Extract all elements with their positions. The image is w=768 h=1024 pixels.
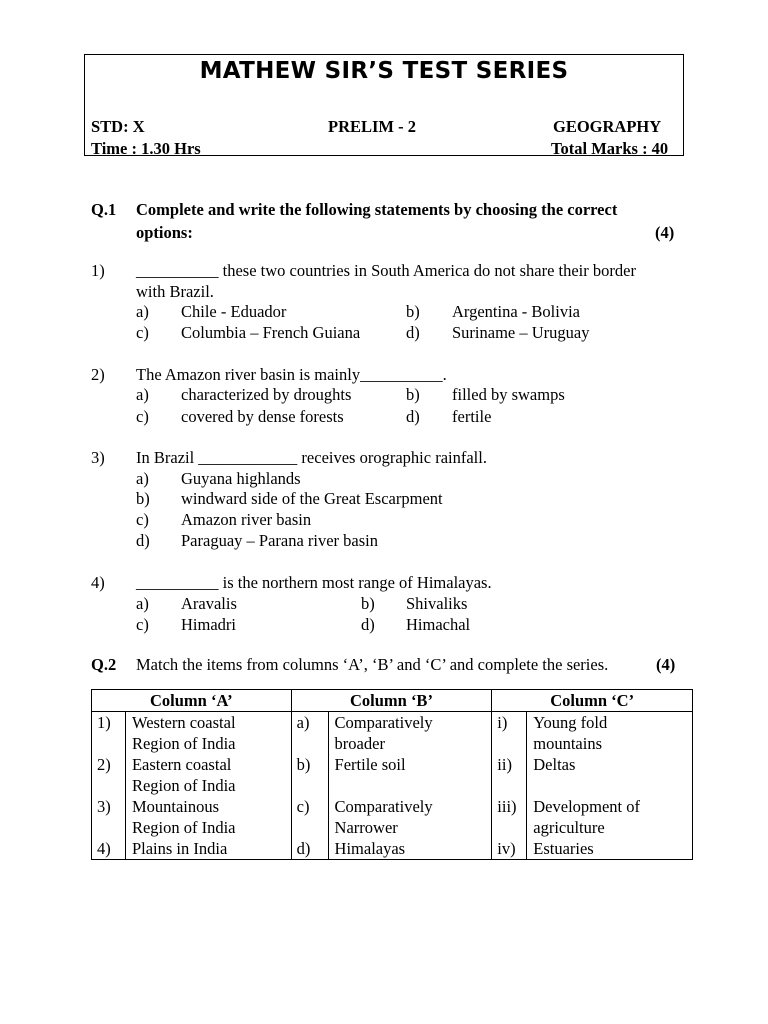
- option-key: b): [406, 302, 420, 321]
- q2-instruction: Match the items from columns ‘A’, ‘B’ and ‘C’ and complete the series.: [136, 655, 609, 674]
- column-b-number: d): [291, 838, 328, 860]
- column-c-cell: [527, 838, 693, 860]
- option-text: Aravalis: [181, 594, 237, 613]
- question-text: __________ these two countries in South America do not share their border: [136, 261, 636, 280]
- column-c-number: iii): [492, 796, 527, 838]
- column-b-cell: [328, 838, 492, 860]
- column-b-number: a): [291, 712, 328, 755]
- column-a-number: 3): [92, 796, 126, 838]
- column-a-header: Column ‘A’: [92, 690, 292, 712]
- question-number: 3): [91, 448, 105, 467]
- option-key: c): [136, 615, 149, 634]
- question-text: The Amazon river basin is mainly__________.: [136, 365, 447, 384]
- column-c-cell: [527, 796, 693, 838]
- column-a-cell: [125, 796, 291, 838]
- option-text: Paraguay – Parana river basin: [181, 531, 379, 550]
- cell-line: Deltas: [533, 755, 576, 774]
- column-a-cell: [125, 754, 291, 796]
- option-text: windward side of the Great Escarpment: [181, 489, 443, 508]
- column-b-header: Column ‘B’: [291, 690, 492, 712]
- column-a-number: 4): [92, 838, 126, 860]
- match-table: [91, 689, 693, 860]
- option-key: b): [361, 594, 375, 613]
- question-number: 2): [91, 365, 105, 384]
- option-text: Shivaliks: [406, 594, 468, 613]
- option-text: Suriname – Uruguay: [452, 323, 590, 342]
- cell-line: mountains: [533, 734, 602, 753]
- option-key: d): [406, 323, 420, 342]
- column-b-number: c): [291, 796, 328, 838]
- column-b-cell: [328, 796, 492, 838]
- option-text: filled by swamps: [452, 385, 565, 404]
- option-key: b): [136, 489, 150, 508]
- column-b-cell: [328, 712, 492, 755]
- column-c-cell: [527, 712, 693, 755]
- cell-line: Development of: [533, 797, 641, 816]
- cell-line: Mountainous: [131, 797, 220, 816]
- option-key: c): [136, 407, 149, 426]
- option-text: Argentina - Bolivia: [452, 302, 581, 321]
- column-c-cell: [527, 754, 693, 796]
- option-key: d): [406, 407, 420, 426]
- cell-line: Eastern coastal: [131, 755, 232, 774]
- cell-line: agriculture: [533, 818, 605, 837]
- option-text: Chile - Eduador: [181, 302, 287, 321]
- option-text: Columbia – French Guiana: [181, 323, 361, 342]
- question-number: 4): [91, 573, 105, 592]
- cell-line: Fertile soil: [334, 755, 406, 774]
- column-a-number: 1): [92, 712, 126, 755]
- q1-number: Q.1: [91, 200, 117, 219]
- table-row: [92, 796, 693, 838]
- question-number: 1): [91, 261, 105, 280]
- option-key: a): [136, 385, 149, 404]
- std-label: STD: X: [91, 117, 145, 136]
- column-c-number: ii): [492, 754, 527, 796]
- column-a-cell: [125, 838, 291, 860]
- cell-line: Young fold: [533, 713, 608, 732]
- question-text: with Brazil.: [136, 282, 214, 301]
- cell-line: Region of India: [131, 776, 236, 795]
- option-key: a): [136, 594, 149, 613]
- subject-label: GEOGRAPHY: [553, 117, 662, 136]
- q2-marks: (4): [656, 655, 676, 674]
- option-text: Himadri: [181, 615, 236, 634]
- option-key: c): [136, 323, 149, 342]
- q1-instruction-line1: Complete and write the following statements by choosing the correct: [136, 200, 618, 219]
- q1-instruction-line2: options:: [136, 223, 193, 242]
- page-title: MATHEW SIR’S TEST SERIES: [199, 58, 569, 84]
- exam-label: PRELIM - 2: [328, 117, 416, 136]
- cell-line: Plains in India: [131, 839, 228, 858]
- cell-line: Western coastal: [131, 713, 236, 732]
- cell-line: Narrower: [334, 818, 398, 837]
- option-key: c): [136, 510, 149, 529]
- option-key: d): [136, 531, 150, 550]
- cell-line: Region of India: [131, 734, 236, 753]
- cell-line: Estuaries: [533, 839, 594, 858]
- column-c-number: i): [492, 712, 527, 755]
- column-a-cell: [125, 712, 291, 755]
- time-label: Time : 1.30 Hrs: [91, 139, 201, 158]
- cell-line: Region of India: [131, 818, 236, 837]
- column-c-number: iv): [492, 838, 527, 860]
- option-text: Guyana highlands: [181, 469, 301, 488]
- table-row: [92, 754, 693, 796]
- q1-marks: (4): [655, 223, 675, 242]
- option-text: Amazon river basin: [181, 510, 312, 529]
- cell-line: Himalayas: [334, 839, 406, 858]
- option-text: fertile: [452, 407, 492, 426]
- cell-line: Comparatively: [334, 797, 433, 816]
- table-row: [92, 712, 693, 755]
- cell-line: broader: [334, 734, 385, 753]
- option-key: d): [361, 615, 375, 634]
- column-c-header: Column ‘C’: [492, 690, 693, 712]
- total-marks-label: Total Marks : 40: [551, 139, 669, 158]
- option-key: a): [136, 302, 149, 321]
- table-header-row: [92, 690, 693, 712]
- column-a-number: 2): [92, 754, 126, 796]
- table-row: [92, 838, 693, 860]
- option-key: a): [136, 469, 149, 488]
- option-text: Himachal: [406, 615, 471, 634]
- option-text: covered by dense forests: [181, 407, 344, 426]
- option-text: characterized by droughts: [181, 385, 352, 404]
- question-text: In Brazil ____________ receives orographic rainfall.: [136, 448, 487, 467]
- option-key: b): [406, 385, 420, 404]
- column-b-cell: [328, 754, 492, 796]
- q2-number: Q.2: [91, 655, 117, 674]
- column-b-number: b): [291, 754, 328, 796]
- cell-line: Comparatively: [334, 713, 433, 732]
- question-text: __________ is the northern most range of Himalayas.: [136, 573, 492, 592]
